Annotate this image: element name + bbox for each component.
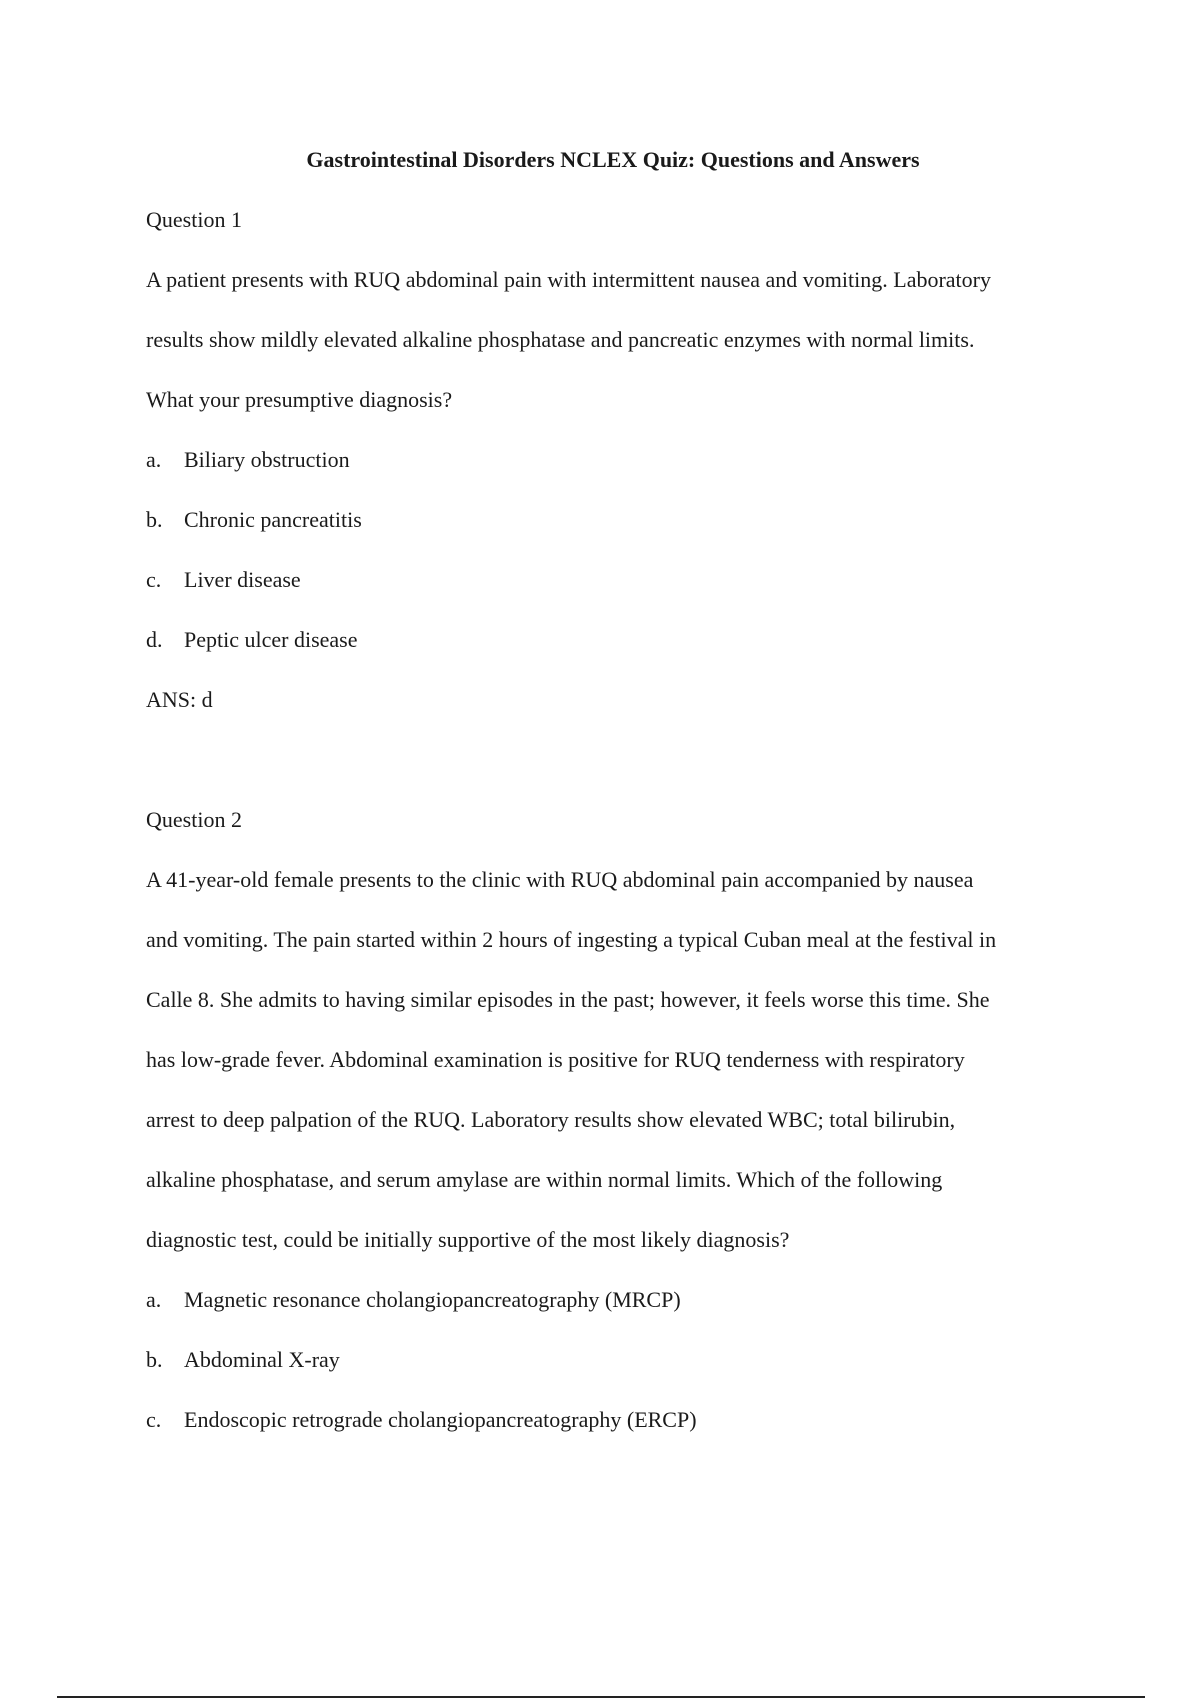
answer-option (146, 550, 1096, 610)
question-text-line: and vomiting. The pain started within 2 hours of ingesting a typical Cuban meal at the festival in (146, 927, 997, 952)
option-text: Liver disease (184, 567, 301, 592)
question-text-line: A 41-year-old female presents to the clinic with RUQ abdominal pain accompanied by nausea (146, 867, 974, 892)
answer-key: ANS: d (146, 687, 213, 712)
question-heading: Question 1 (146, 207, 242, 232)
question-text-line: Calle 8. She admits to having similar episodes in the past; however, it feels worse this time. She (146, 987, 990, 1012)
document-page (146, 130, 1096, 1450)
option-text: Magnetic resonance cholangiopancreatography (MRCP) (184, 1287, 681, 1312)
question-text-line: diagnostic test, could be initially supportive of the most likely diagnosis? (146, 1227, 790, 1252)
answer-option (146, 610, 1096, 670)
page-bottom-rule (57, 1696, 1145, 1698)
option-letter: a. (146, 447, 162, 472)
document-title: Gastrointestinal Disorders NCLEX Quiz: Questions and Answers (306, 147, 920, 172)
answer-option (146, 1390, 1096, 1450)
question-text-line: A patient presents with RUQ abdominal pain with intermittent nausea and vomiting. Laboratory (146, 267, 991, 292)
option-letter: a. (146, 1287, 162, 1312)
option-letter: b. (146, 507, 163, 532)
spacer (146, 730, 1096, 790)
option-text: Endoscopic retrograde cholangiopancreatography (ERCP) (184, 1407, 697, 1432)
answer-option (146, 430, 1096, 490)
option-text: Chronic pancreatitis (184, 507, 362, 532)
answer-option (146, 1330, 1096, 1390)
question-text-line: alkaline phosphatase, and serum amylase are within normal limits. Which of the following (146, 1167, 943, 1192)
option-letter: d. (146, 627, 163, 652)
question-text-line: results show mildly elevated alkaline phosphatase and pancreatic enzymes with normal limits. (146, 327, 975, 352)
option-text: Biliary obstruction (184, 447, 350, 472)
question-heading: Question 2 (146, 807, 242, 832)
answer-option (146, 1270, 1096, 1330)
question-1 (146, 190, 1096, 730)
question-2 (146, 790, 1096, 1450)
question-text-line: What your presumptive diagnosis? (146, 387, 453, 412)
question-text-line: arrest to deep palpation of the RUQ. Laboratory results show elevated WBC; total bilirubin, (146, 1107, 956, 1132)
option-letter: b. (146, 1347, 163, 1372)
option-letter: c. (146, 567, 162, 592)
option-text: Abdominal X-ray (184, 1347, 340, 1372)
answer-option (146, 490, 1096, 550)
option-letter: c. (146, 1407, 162, 1432)
question-text-line: has low-grade fever. Abdominal examination is positive for RUQ tenderness with respiratory (146, 1047, 965, 1072)
option-text: Peptic ulcer disease (184, 627, 358, 652)
